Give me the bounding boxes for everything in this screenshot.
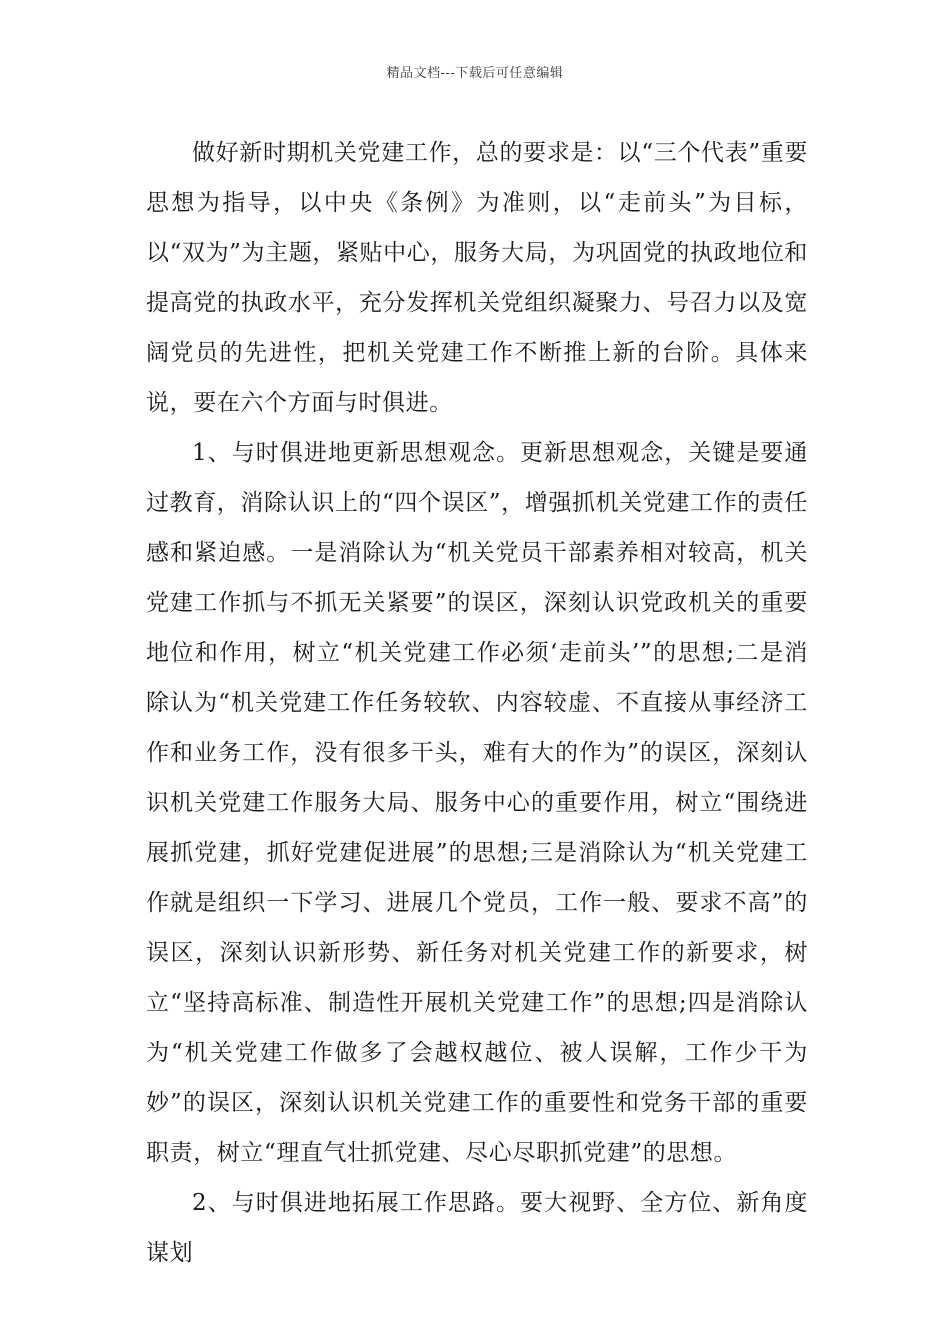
document-body	[146, 128, 808, 1278]
paragraph-intro: 做好新时期机关党建工作，总的要求是：以“三个代表”重要思想为指导，以中央《条例》为准则，以“走前头”为目标，以“双为”为主题，紧贴中心，服务大局，为巩固党的执政地位和提高党的执政水平，充分发挥机关党组织凝聚力、号召力以及宽阔党员的先进性，把机关党建工作不断推上新的台阶。具体来说，要在六个方面与时俱进。	[146, 140, 808, 416]
page-header: 精品文档---下载后可任意编辑	[386, 66, 564, 81]
paragraph-item-1: 1、与时俱进地更新思想观念。更新思想观念，关键是要通过教育，消除认识上的“四个误区”，增强抓机关党建工作的责任感和紧迫感。一是消除认为“机关党员干部素养相对较高，机关党建工作抓与不抓无关紧要”的误区，深刻认识党政机关的重要地位和作用，树立“机关党建工作必须‘走前头’”的思想;二是消除认为“机关党建工作任务较软、内容较虚、不直接从事经济工作和业务工作，没有很多干头，难有大的作为”的误区，深刻认识机关党建工作服务大局、服务中心的重要作用，树立“围绕进展抓党建，抓好党建促进展”的思想;三是消除认为“机关党建工作就是组织一下学习、进展几个党员，工作一般、要求不高”的误区，深刻认识新形势、新任务对机关党建工作的新要求，树立“坚持高标准、制造性开展机关党建工作”的思想;四是消除认为“机关党建工作做多了会越权越位、被人误解，工作少干为妙”的误区，深刻认识机关党建工作的重要性和党务干部的重要职责，树立“理直气壮抓党建、尽心尽职抓党建”的思想。	[146, 440, 808, 1166]
paragraph-item-2: 2、与时俱进地拓展工作思路。要大视野、全方位、新角度谋划	[146, 1190, 808, 1266]
